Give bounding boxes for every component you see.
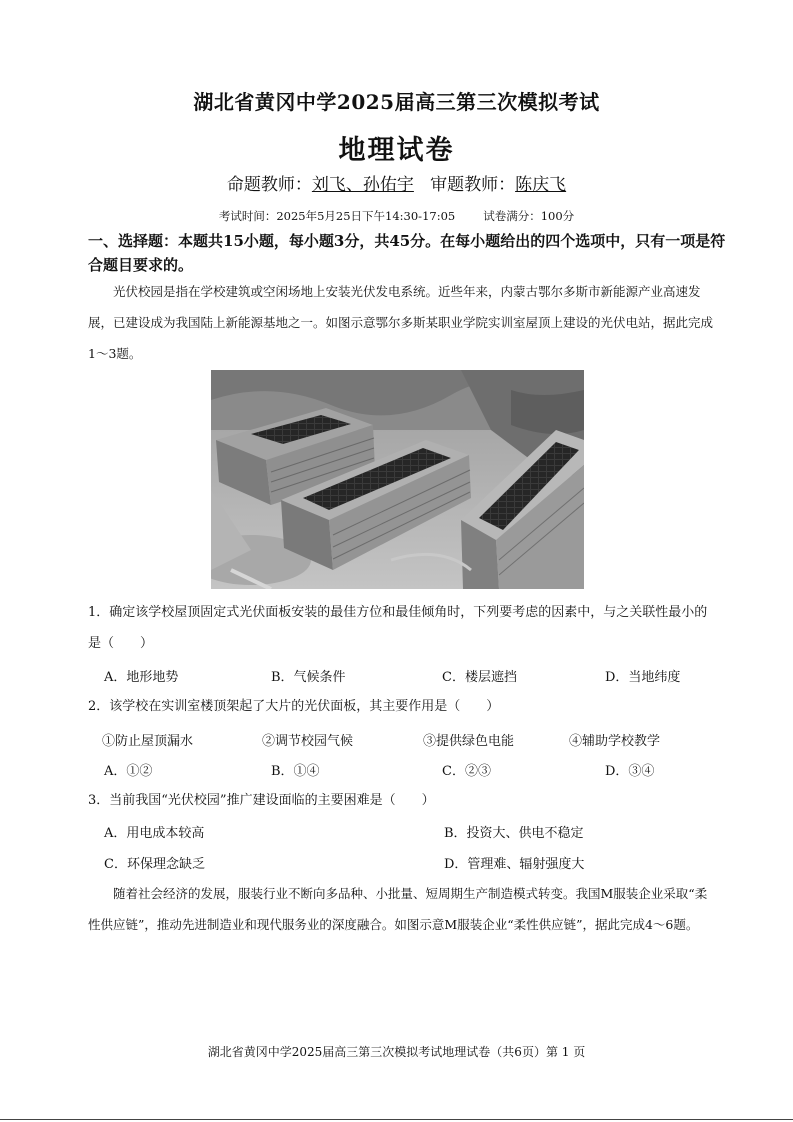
setter-label: 命题教师： [226, 175, 312, 195]
full-score: 试卷满分：100分 [483, 209, 575, 223]
exam-time: 考试时间：2025年5月25日下午14:30-17:05 [218, 209, 456, 223]
solar-campus-photo [211, 370, 584, 589]
page-bottom-rule [0, 1119, 793, 1120]
q1-option-d[interactable]: D．当地纬度 [605, 670, 681, 685]
question-1: 1．确定该学校屋顶固定式光伏面板安装的最佳方位和最佳倾角时，下列要考虑的因素中，与之关联性最小的是（ ） [88, 605, 708, 651]
passage-1: 光伏校园是指在学校建筑或空闲场地上安装光伏发电系统。近些年来，内蒙古鄂尔多斯市新能源产业高速发展，已建设成为我国陆上新能源基地之一。如图示意鄂尔多斯某职业学院实训室屋顶上建设的光伏电站，据此完成1～3题。 [88, 284, 714, 361]
q3-option-b[interactable]: B．投资大、供电不稳定 [444, 826, 584, 841]
q2-item-1: ①防止屋顶漏水 [102, 734, 194, 749]
page-footer: 湖北省黄冈中学2025届高三第三次模拟考试地理试卷（共6页）第 1 页 [207, 1045, 586, 1059]
passage-2: 随着社会经济的发展，服装行业不断向多品种、小批量、短周期生产制造模式转变。我国M服装企业采取“柔性供应链”，推动先进制造业和现代服务业的深度融合。如图示意M服装企业“柔性供应链”，据此完成4～6题。 [88, 886, 708, 932]
reviewer-name: 陈庆飞 [515, 175, 567, 195]
exam-meta [0, 208, 793, 224]
q2-item-3: ③提供绿色电能 [423, 734, 515, 749]
q3-option-c[interactable]: C．环保理念缺乏 [104, 857, 205, 872]
section-heading: 一、选择题：本题共15小题，每小题3分，共45分。在每小题给出的四个选项中，只有一项是符合题目要求的。 [88, 232, 726, 274]
q2-item-2: ②调节校园气候 [262, 734, 354, 749]
q2-option-b[interactable]: B．①④ [271, 764, 320, 779]
q1-option-c[interactable]: C．楼层遮挡 [442, 670, 517, 685]
q2-item-4: ④辅助学校教学 [569, 734, 661, 749]
q3-option-d[interactable]: D．管理难、辐射强度大 [444, 857, 585, 872]
reviewer-label: 审题教师： [430, 175, 516, 195]
q2-option-a[interactable]: A．①② [104, 764, 153, 779]
q1-option-a[interactable]: A．地形地势 [104, 670, 179, 685]
q3-option-a[interactable]: A．用电成本较高 [104, 826, 205, 841]
question-2: 2．该学校在实训室楼顶架起了大片的光伏面板，其主要作用是（ ） [88, 699, 500, 714]
teacher-line [0, 170, 793, 195]
question-3: 3．当前我国“光伏校园”推广建设面临的主要困难是（ ） [88, 793, 435, 808]
setter-names: 刘飞、孙佑宇 [311, 175, 414, 195]
q1-option-b[interactable]: B．气候条件 [271, 670, 346, 685]
subject-title: 地理试卷 [338, 135, 455, 166]
q2-option-d[interactable]: D．③④ [605, 764, 655, 779]
exam-title: 湖北省黄冈中学2025届高三第三次模拟考试 [193, 90, 600, 114]
q2-option-c[interactable]: C．②③ [442, 764, 491, 779]
